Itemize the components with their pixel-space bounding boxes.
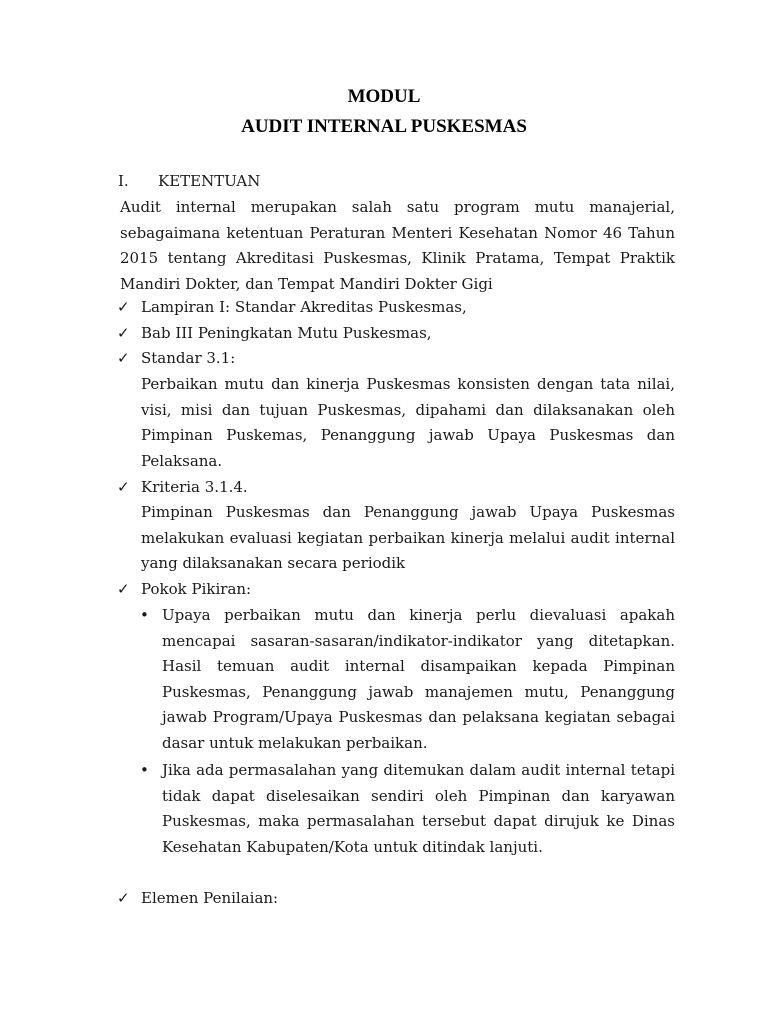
checkmark-icon: ✓ — [117, 349, 130, 367]
checkmark-icon: ✓ — [117, 580, 130, 598]
item-elemen-penilaian: Elemen Penilaian: — [141, 889, 279, 907]
checkmark-icon: ✓ — [117, 298, 130, 316]
kriteria-text: Pimpinan Puskesmas dan Penanggung jawab Upaya Puskesmas melakukan evaluasi kegiatan perbaikan kinerja melalui audit internal yang dilaksanakan secara periodik — [141, 503, 675, 573]
item-lampiran: Lampiran I: Standar Akreditas Puskesmas, — [141, 298, 467, 316]
document-title: MODUL — [347, 86, 421, 107]
standar-text: Perbaikan mutu dan kinerja Puskesmas konsisten dengan tata nilai, visi, misi dan tujuan Puskesmas, dipahami dan dilaksanakan oleh Pimpinan Puskemas, Penanggung jawab Upaya Puskesmas dan Pelaksana. — [141, 375, 675, 470]
bullet-icon: • — [140, 606, 149, 624]
pokok-bullet-1: Upaya perbaikan mutu dan kinerja perlu dievaluasi apakah mencapai sasaran-sasaran/indikator-indikator yang ditetapkan. Hasil temuan audit internal disampaikan kepada Pimpinan Puskesmas, Penanggung jawab manajemen mutu, Penanggung jawab Program/Upaya Puskesmas dan pelaksana kegiatan sebagai dasar untuk melakukan perbaikan. — [162, 606, 675, 752]
item-standar: Standar 3.1: — [141, 349, 236, 367]
intro-paragraph: Audit internal merupakan salah satu program mutu manajerial, sebagaimana ketentuan Peraturan Menteri Kesehatan Nomor 46 Tahun 2015 tentang Akreditasi Puskesmas, Klinik Pratama, Tempat Praktik Mandiri Dokter, dan Tempat Mandiri Dokter Gigi — [120, 198, 675, 293]
item-bab: Bab III Peningkatan Mutu Puskesmas, — [141, 324, 432, 342]
pokok-bullet-2: Jika ada permasalahan yang ditemukan dalam audit internal tetapi tidak dapat diselesaikan sendiri oleh Pimpinan dan karyawan Puskesmas, maka permasalahan tersebut dapat dirujuk ke Dinas Kesehatan Kabupaten/Kota untuk ditindak lanjuti. — [162, 761, 675, 856]
checkmark-icon: ✓ — [117, 889, 130, 907]
checkmark-icon: ✓ — [117, 324, 130, 342]
item-pokok-pikiran: Pokok Pikiran: — [141, 580, 252, 598]
section-number: I. — [118, 172, 129, 190]
section-title: KETENTUAN — [158, 172, 261, 190]
item-kriteria: Kriteria 3.1.4. — [141, 478, 248, 496]
document-subtitle: AUDIT INTERNAL PUSKESMAS — [241, 116, 527, 137]
bullet-icon: • — [140, 761, 149, 779]
checkmark-icon: ✓ — [117, 478, 130, 496]
